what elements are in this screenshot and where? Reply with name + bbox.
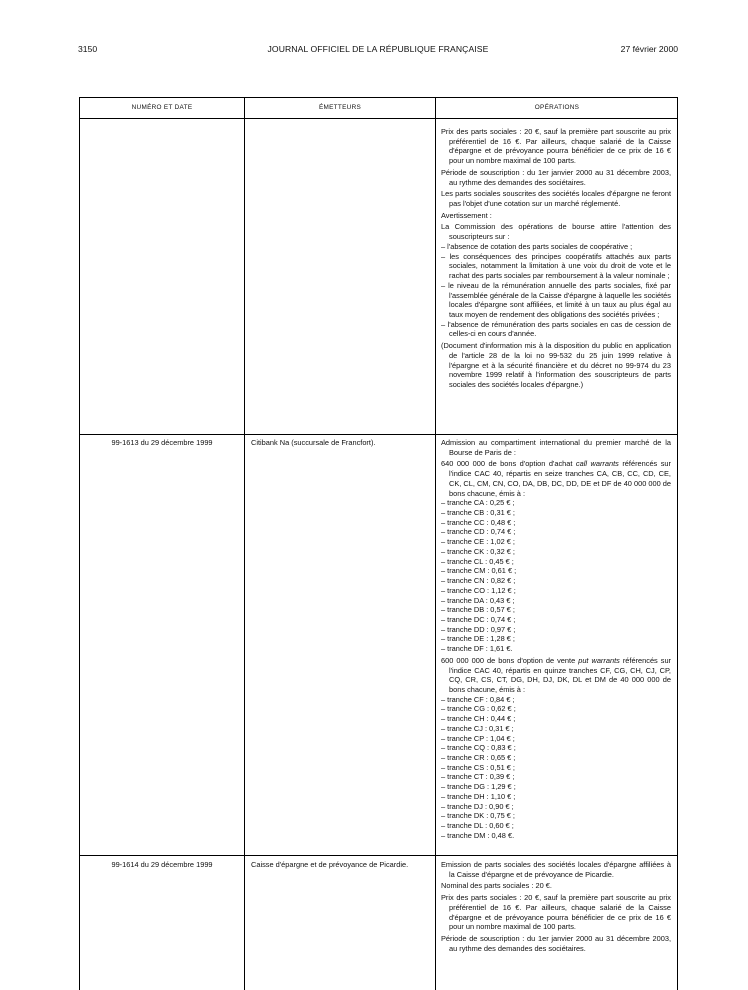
row-operations [441,860,671,953]
operation-line: – tranche CQ : 0,83 € ; [441,743,516,753]
operation-line: – tranche DB : 0,57 € ; [441,605,515,615]
operation-line: 600 000 000 de bons d'option de vente put warrants référencés sur l'indice CAC 40, répartis en quinze tranches CF, CG, CH, CJ, CP, CQ, CR, CS, CT, DG, DH, DJ, DK, DL et DM de 40 000 000 de bons chacune, émis à : [441,655,672,694]
operation-line: – tranche DG : 1,29 € ; [441,782,516,792]
operation-line: Emission de parts sociales des sociétés locales d'épargne affiliées à la Caisse d'épargne et de prévoyance de Picardie. [441,860,671,879]
operation-line: Période de souscription : du 1er janvier 2000 au 31 décembre 2003, au rythme des demandes des sociétaires. [441,167,671,187]
operation-line: – tranche CG : 0,62 € ; [441,704,516,714]
page-header [78,44,678,58]
journal-title: JOURNAL OFFICIEL DE LA RÉPUBLIQUE FRANÇAISE [267,44,489,54]
operation-line: – tranche CS : 0,51 € ; [441,762,515,772]
operation-line: – l'absence de cotation des parts sociales de coopérative ; [441,241,633,251]
operation-line: (Document d'information mis à la disposition du public en application de l'article 28 de la loi no 99-532 du 25 juin 1999 relative à l'épargne et à la sécurité financière et du décret no 99-974 du 23 novembre 1999 relatif à l'information des souscripteurs de parts sociales des sociétés locales d'épargne.) [441,341,671,389]
publication-date: 27 février 2000 [620,44,678,54]
row-numero: 99-1613 du 29 décembre 1999 [111,438,213,447]
operation-line: Prix des parts sociales : 20 €, sauf la première part souscrite au prix préférentiel de 16 €. Par ailleurs, chaque salarié de la Caisse d'épargne et de prévoyance pourra bénéficier de ce prix de 16 € pour un nombre maximal de 100 parts. [441,893,671,932]
operation-line: Avertissement : [441,210,492,220]
operation-line: – tranche CJ : 0,31 € ; [441,723,514,733]
operation-line: – tranche CH : 0,44 € ; [441,714,516,724]
operation-line: – tranche CB : 0,31 € ; [441,508,515,518]
page-number: 3150 [78,44,98,54]
operation-line: – tranche DH : 1,10 € ; [441,791,516,801]
operation-line: Les parts sociales souscrites des sociétés locales d'épargne ne feront pas l'objet d'une cotation sur un marché réglementé. [441,189,671,209]
operation-line: – tranche CD : 0,74 € ; [441,527,516,537]
operation-line: – tranche CL : 0,45 € ; [441,556,514,566]
operation-line: – tranche DA : 0,43 € ; [441,595,515,605]
operation-line: – tranche DD : 0,97 € ; [441,624,516,634]
operation-line: Période de souscription : du 1er janvier 2000 au 31 décembre 2003, au rythme des demandes des sociétaires. [441,934,671,953]
column-header-operations: OPÉRATIONS [534,104,580,111]
warrant-term: put warrants [578,655,620,665]
row-numero: 99-1614 du 29 décembre 1999 [111,860,213,869]
column-divider [244,98,245,990]
header-divider [80,118,677,119]
row-emetteur: Caisse d'épargne et de prévoyance de Picardie. [251,860,409,869]
row-divider [80,855,677,856]
column-header-emetteurs: ÉMETTEURS [318,104,362,111]
operation-line: – tranche DM : 0,48 €. [441,830,515,840]
operation-line: – tranche CE : 1,02 € ; [441,537,515,547]
operation-line: – tranche CR : 0,65 € ; [441,753,516,762]
operation-line: – tranche CC : 0,48 € ; [441,517,516,527]
row-operations [441,438,671,840]
operation-line: – les conséquences des principes coopératifs attachés aux parts sociales, notamment la limitation à une voix du droit de vote et le rachat des parts sociales par remboursement à la valeur nominale ; [441,251,671,281]
operation-line: – tranche CA : 0,25 € ; [441,498,515,508]
operation-line: – tranche DK : 0,75 € ; [441,811,515,821]
operation-line: – tranche CP : 1,04 € ; [441,733,515,743]
operation-line: – tranche DJ : 0,90 € ; [441,801,514,811]
operation-line: – l'absence de rémunération des parts sociales en cas de cession de celles-ci en cours d'année. [441,319,671,339]
operation-line: – tranche CN : 0,82 € ; [441,576,516,586]
operation-line: – tranche CM : 0,61 € ; [441,566,517,576]
operation-line: – tranche DC : 0,74 € ; [441,614,516,624]
operation-line: – tranche DF : 1,61 €. [441,644,513,654]
warrant-term: call warrants [575,459,619,469]
operation-line: Admission au compartiment international du premier marché de la Bourse de Paris de : [441,438,671,457]
operation-line: – tranche CK : 0,32 € ; [441,546,515,556]
operation-line: – tranche CT : 0,39 € ; [441,772,515,782]
operation-line: Nominal des parts sociales : 20 €. [441,881,552,891]
operation-line: – tranche CO : 1,12 € ; [441,585,516,595]
operation-line: 640 000 000 de bons d'option d'achat call warrants référencés sur l'indice CAC 40, répartis en seize tranches CA, CB, CC, CD, CE, CK, CL, CM, CN, CO, DA, DB, DC, DD, DE et DF de 40 000 000 de bons chacune, émis à : [441,459,672,498]
column-header-numero: NUMÉRO ET DATE [131,104,193,111]
operation-line: – le niveau de la rémunération annuelle des parts sociales, fixé par l'assemblée générale de la Caisse d'épargne à laquelle les sociétés locales d'épargne sont affiliées, et limité à un taux au plus égal au taux moyen de rendement des obligations des sociétés privées ; [441,280,671,319]
row-divider [80,434,677,435]
operation-line: – tranche DL : 0,60 € ; [441,821,514,831]
operation-line: – tranche CF : 0,84 € ; [441,694,515,704]
operations-table [79,97,678,990]
operation-line: – tranche DE : 1,28 € ; [441,634,515,644]
operation-line: Prix des parts sociales : 20 €, sauf la première part souscrite au prix préférentiel de 16 €. Par ailleurs, chaque salarié de la Caisse d'épargne et de prévoyance pourra bénéficier de ce prix de 16 € pour un nombre maximal de 100 parts. [441,127,671,166]
operation-line: La Commission des opérations de bourse attire l'attention des souscripteurs sur : [441,222,671,242]
row-emetteur: Citibank Na (succursale de Francfort). [251,438,376,447]
row-operations [441,127,671,390]
column-divider [435,98,436,990]
